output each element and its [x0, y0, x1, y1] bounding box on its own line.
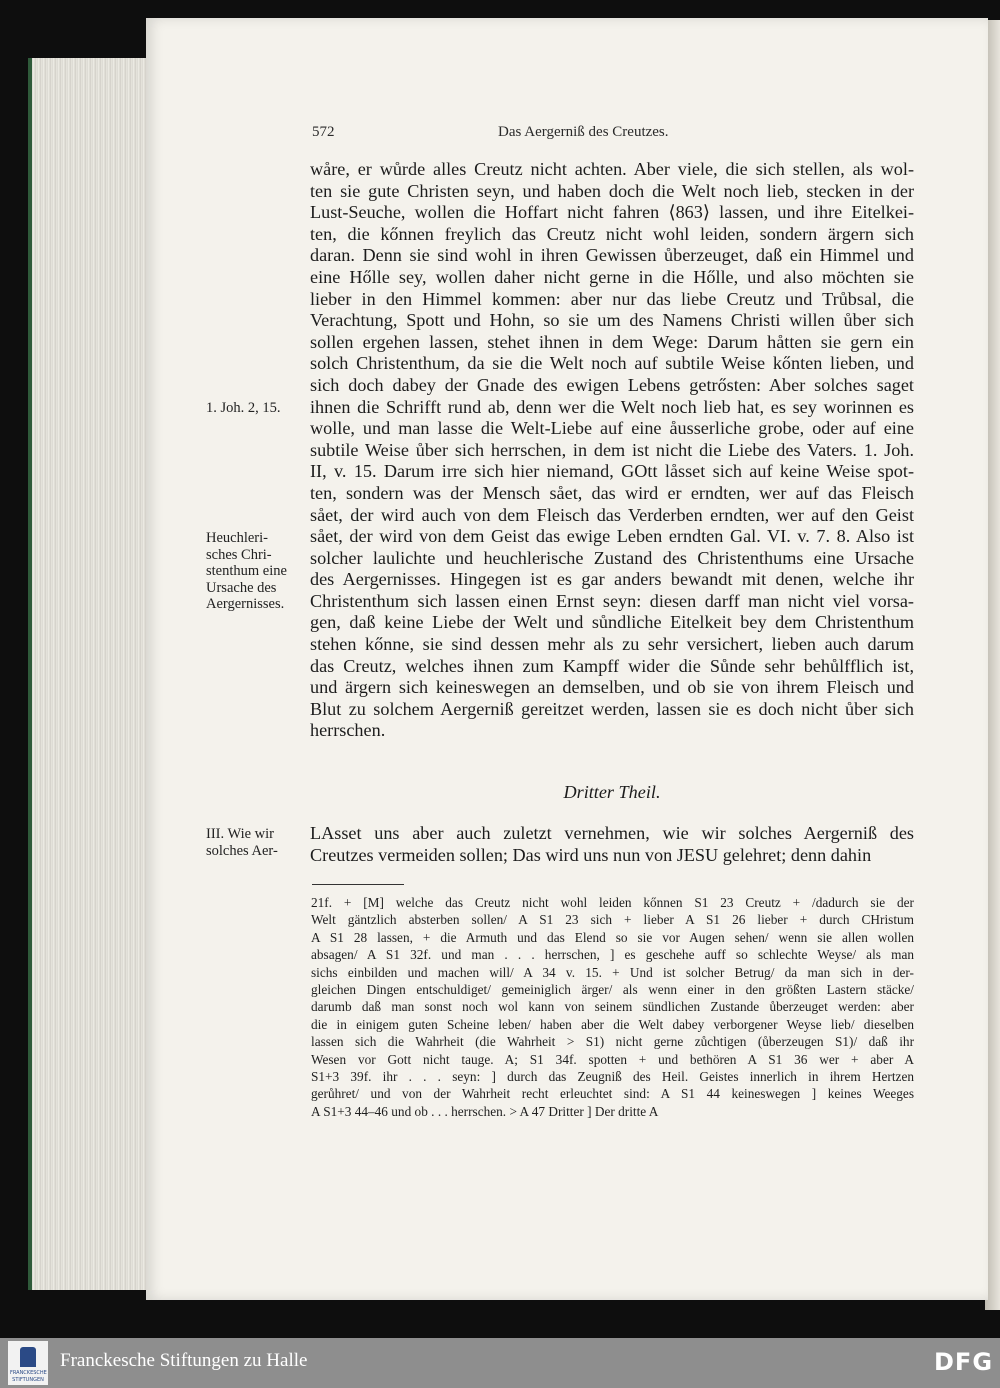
apparatus-line: A S1+3 44–46 und ob . . . herrschen. > A 47 Dritter ] Der dritte A: [311, 1103, 659, 1119]
institution-logo: [8, 1341, 48, 1385]
logo-emblem-icon: [20, 1347, 36, 1367]
text-line: Lust-Seuche, wollen die Hoffart nicht fahren ⟨863⟩ lassen, und ihre Eitelkei-: [310, 202, 914, 223]
margin-note-line: stenthum eine: [206, 563, 287, 580]
margin-note-heuchlerisch: [206, 530, 287, 613]
margin-note-line: solches Aer-: [206, 842, 278, 859]
text-line: eine Hőlle sey, wollen daher nicht gerne in die Hőlle, und also möchten sie: [310, 266, 914, 287]
text-line: Verachtung, Spott und Hohn, so sie um des Namens Christi willen ůber sich: [310, 310, 914, 331]
section-heading: Dritter Theil.: [563, 782, 661, 802]
margin-note-ref: [206, 400, 281, 417]
text-line: gen, daß keine Liebe der Welt und sůndliche Eitelkeit bey dem Christenthum: [310, 612, 914, 633]
text-line: des Aergernisses. Hingegen ist es gar anders bewandt mit denen, welche ihr: [310, 569, 914, 590]
dfg-logo: DFG: [934, 1348, 994, 1376]
text-line: wolle, und man lasse die Welt-Liebe auf eine åusserliche grobe, oder auf eine: [310, 418, 914, 439]
apparatus-line: gerůhret/ und von der Wahrheit recht erleuchtet sind: A S1 44 keineswegen ] keines Weeges: [311, 1086, 914, 1102]
text-line: sollen ergehen lassen, stehet ihnen in dem Wege: Darum håtten sie gern ein: [310, 331, 914, 352]
text-line: ten sie gute Christen seyn, und haben doch die Welt noch lieb, stecken in der: [310, 180, 914, 201]
text-line: Blut zu solchem Aergerniß gereitzet werden, lassen sie es doch nicht ůber sich: [310, 698, 914, 719]
text-line: das Creutz, welches ihnen zum Kampff wider die Sůnde sehr behůlfflich ist,: [310, 655, 914, 676]
margin-note-ref-text: 1. Joh. 2, 15.: [206, 400, 281, 416]
text-line: sich doch dabey der Gnade des ewigen Lebens getrősten: Aber solches saget: [310, 374, 914, 395]
text-line: daran. Denn sie sind wohl in ihren Gewissen ůberzeuget, daß ein Himmel und: [310, 245, 914, 266]
page-number: 572: [312, 124, 335, 140]
text-line: stehen kőnne, sie sind dessen mehr als zu sehr versichert, lieben auch darum: [310, 634, 914, 655]
apparatus-line: A S1 28 lassen, + die Armuth und das Elend so sie vor Augen sehen/ wenn sie allen wollen: [311, 929, 914, 945]
text-line: lieber in den Himmel kommen: aber nur das liebe Creutz und Trůbsal, die: [310, 288, 914, 309]
apparatus-line: 21f. + [M] welche das Creutz nicht wohl leiden kőnnen S1 23 Creutz + /dadurch sie der: [311, 895, 914, 910]
logo-caption-line1: FRANCKESCHE: [10, 1370, 47, 1376]
margin-note-line: sches Chri-: [206, 546, 272, 563]
critical-apparatus: [311, 894, 914, 1120]
text-line: Creutzes vermeiden sollen; Das wird uns nun von JESU gelehret; denn dahin: [310, 844, 872, 865]
text-line: II, v. 15. Darum irre sich hier niemand, GOtt låsset sich auf keine Weise spot-: [310, 461, 914, 482]
text-line: Christenthum sich lassen einen Ernst seyn: diesen darff man nicht viel vorsa-: [310, 590, 914, 611]
apparatus-line: sichs einbilden und machen will/ A 34 v. 15. + Und ist solcher Betrug/ da man sich in der-: [311, 964, 914, 980]
apparatus-line: Welt gäntzlich absterben sollen/ A S1 23 sich + lieber A S1 26 lieber + durch CHristum: [311, 912, 914, 928]
text-line: LAsset uns aber auch zuletzt vernehmen, wie wir solches Aergerniß des: [310, 823, 914, 843]
apparatus-line: Wesen vor Gott nicht tauge. A; S1 34f. spotten + und bethören A S1 36 wer + aber A: [311, 1051, 914, 1067]
footer-institution-name: Franckesche Stiftungen zu Halle: [60, 1350, 308, 1371]
running-title: Das Aergerniß des Creutzes.: [498, 124, 669, 140]
book-page-edges: [28, 58, 152, 1290]
logo-caption-line2: STIFTUNGEN: [12, 1377, 44, 1383]
apparatus-line: S1+3 39f. ihr . . . seyn: ] durch das Zeugniß des Heil. Geistes innerlich in ihrem Hertzen: [311, 1068, 914, 1084]
text-line: ihnen die Schrifft rund ab, denn wer die Welt noch lieb hat, es sey worinnen es: [310, 396, 914, 417]
apparatus-line: die in einigem guten Scheine leben/ haben aber die Welt dabey verborgener Weyse lieb/ dieselben: [311, 1016, 914, 1032]
apparatus-line: lassen sich die Wahrheit (die Wahrheit > S1) nicht gerne zůchtigen (ůberzeugen S1)/ daß ihr: [311, 1034, 914, 1050]
text-line: und ärgern sich keineswegen an demselben, und ob sie von ihrem Fleisch und: [310, 677, 914, 698]
text-line: ten, sondern was der Mensch sået, das wird er erndten, wer auf das Fleisch: [310, 482, 914, 503]
text-line: herrschen.: [310, 720, 386, 741]
margin-note-part-three: [206, 826, 278, 859]
main-text: [310, 159, 914, 742]
text-line: solcher laulichte und heuchlerische Zustand des Christenthums eine Ursache: [310, 547, 914, 568]
apparatus-line: gleichen Dingen entschuldiget/ gemeiniglich ärger/ als wenn einer in den größten Lastern stäcke/: [311, 981, 914, 997]
margin-note-line: Aergernisses.: [206, 596, 285, 613]
margin-note-line: III. Wie wir: [206, 826, 274, 842]
footnote-rule: [312, 884, 404, 885]
text-line: ten, die kőnnen freylich das Creutz nicht wohl leiden, sondern ärgern sich: [310, 223, 914, 244]
margin-note-line: Ursache des: [206, 579, 277, 596]
text-line: subtile Weise ůber sich herrschen, in dem ist nicht die Liebe des Vaters. 1. Joh.: [310, 439, 914, 460]
page-header: [312, 124, 912, 146]
text-line: sået, der wird von dem Geist das ewige Leben erndten Gal. VI. v. 7. 8. Also ist: [310, 526, 914, 547]
apparatus-line: absagen/ A S1 32f. und man . . . herrschen, ] es geschehe auff so schlechte Weyse/ als man: [311, 947, 914, 963]
margin-note-line: Heuchleri-: [206, 530, 268, 546]
text-line: wåre, er wůrde alles Creutz nicht achten. Aber viele, die sich stellen, als wol-: [310, 159, 914, 179]
text-line: solch Christenthum, da sie die Welt noch auf subtile Weise kőnten lieben, und: [310, 353, 914, 374]
apparatus-line: darumb daß man sonst noch wol kann von seinem sündlichen Zustande ůberzeuget werden: aber: [311, 999, 914, 1015]
text-line: sået, der wird auch von dem Fleisch das Verderben erndten, wer auf den Geist: [310, 504, 914, 525]
part-three-text: [310, 823, 914, 866]
